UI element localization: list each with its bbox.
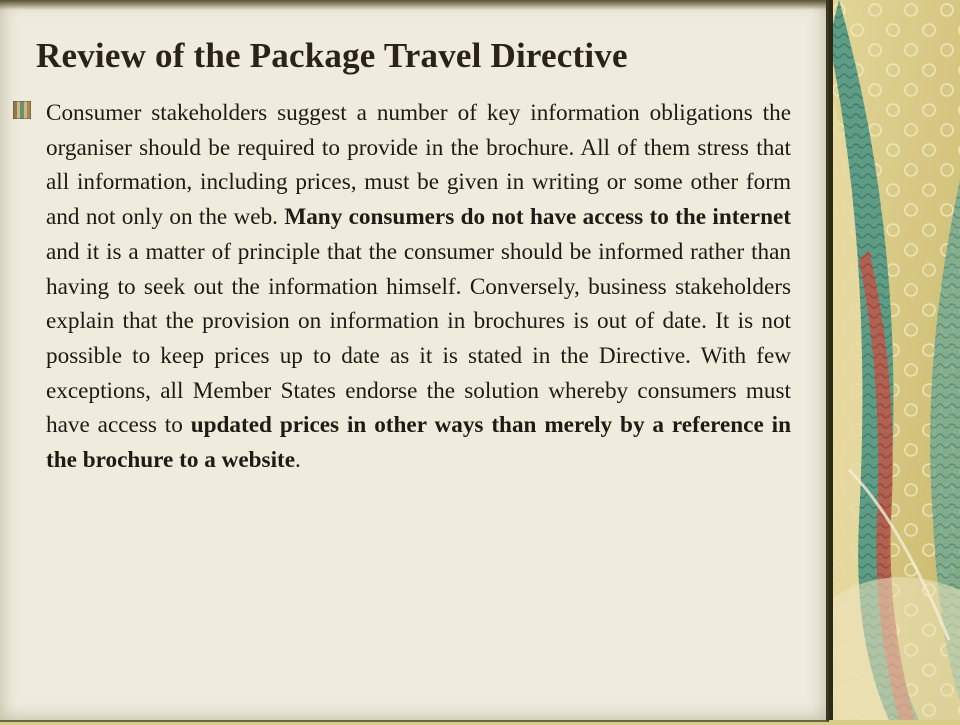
body-text-part-2: and it is a matter of principle that the consumer should be informed rather than having to seek out the information himself. Conversely, business stakeholders explain that the provision on information in brochures is out of date. It is not possible to keep prices up to date as it is stated in the Directive. With few exceptions, all Member States endorse the solution whereby consumers must have access to: [46, 238, 791, 439]
body-text-part-3: .: [295, 447, 301, 474]
body-paragraph: [46, 96, 791, 478]
striped-square-bullet-icon: [13, 101, 31, 119]
decorative-side-panel: [829, 0, 960, 720]
body-text-part-1: Consumer stakeholders suggest a number of key information obligations the organiser should be required to provide in the brochure. All of them stress that all information, including prices, must be given in writing or some other form and not only on the web.: [46, 100, 791, 231]
body-emphasis-1: Many consumers do not have access to the internet: [284, 204, 791, 231]
body-emphasis-2: updated prices in other ways than merely by a reference in the brochure to a website: [46, 412, 791, 474]
slide-title: Review of the Package Travel Directive: [36, 36, 628, 75]
